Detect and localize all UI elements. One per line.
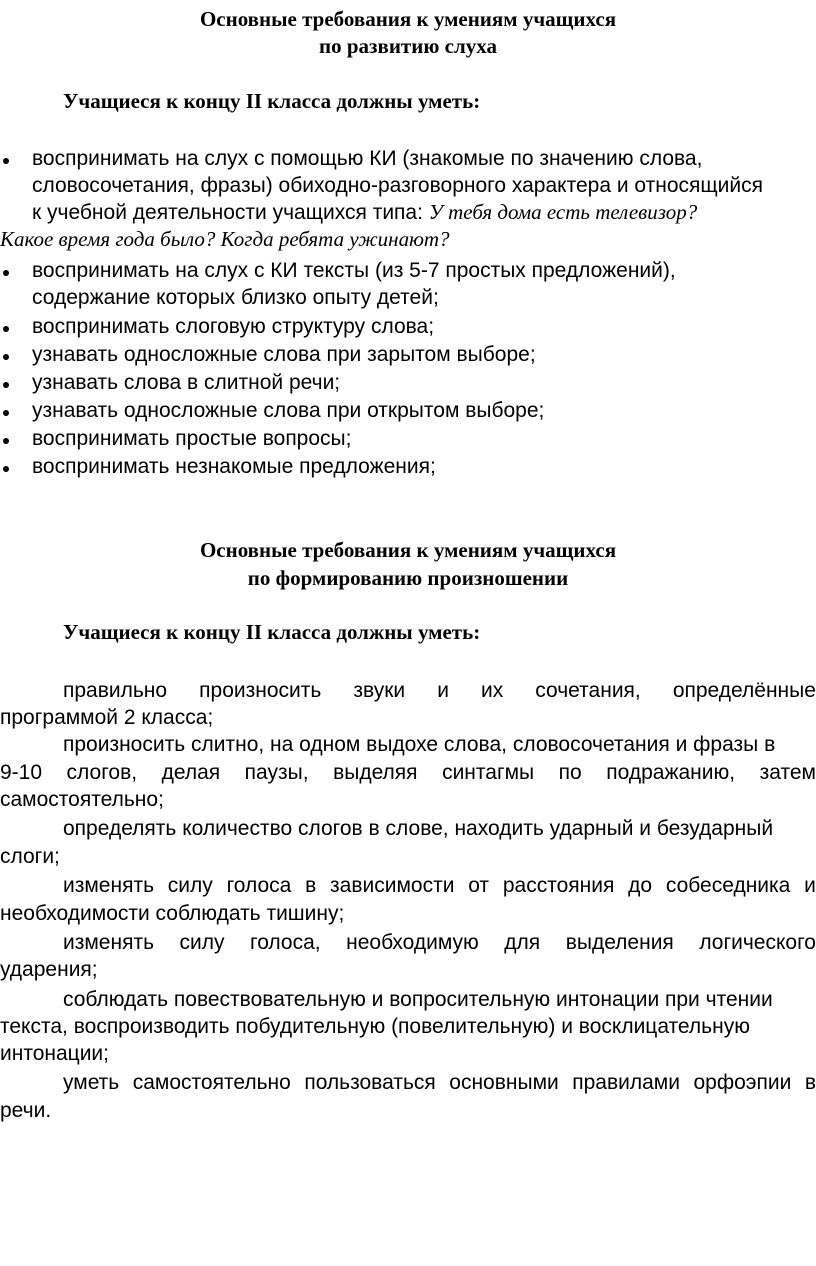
bullet-item-line	[32, 425, 351, 452]
word: силу	[167, 874, 213, 897]
bullet-dot	[3, 270, 9, 276]
section2-title-line1: Основные требования к умениям учащихся	[199, 538, 617, 562]
word: делая	[161, 761, 221, 784]
para6-line1: соблюдать повествовательную и вопросительную интонации при чтении	[63, 988, 773, 1011]
word: от	[468, 874, 490, 897]
para7-line1	[63, 1069, 816, 1096]
para3-line2: слоги;	[0, 845, 60, 868]
para6-line3: интонации;	[0, 1042, 109, 1065]
word: в	[305, 874, 317, 897]
word: расстояния	[502, 874, 615, 897]
word: собеседника	[665, 874, 791, 897]
bullet-item-line	[32, 397, 544, 424]
bullet-item-line	[32, 145, 702, 172]
bullet-item-line	[32, 284, 439, 311]
word: паузы,	[244, 761, 309, 784]
word: силу	[179, 931, 225, 954]
word: изменять	[63, 931, 155, 954]
bullet-dot	[3, 438, 9, 444]
word: пользоваться	[304, 1071, 436, 1094]
word: для	[504, 931, 541, 954]
para4-line2: необходимости соблюдать тишину;	[0, 902, 345, 925]
word: определённые	[672, 679, 816, 702]
section1-title-line1: Основные требования к умениям учащихся	[199, 7, 617, 31]
section2-title-line2: по формированию произношении	[247, 566, 569, 590]
bullet-dot	[3, 158, 9, 164]
word: и	[804, 874, 816, 897]
bullet-item-line	[32, 257, 676, 284]
para5-line1	[63, 929, 816, 956]
bullet-text: воспринимать слоговую структуру слова;	[32, 315, 435, 338]
para2-line2	[0, 759, 816, 786]
word: необходимую	[346, 931, 479, 954]
word: голоса,	[250, 931, 321, 954]
para2-line3: самостоятельно;	[0, 788, 164, 811]
bullet-item-line	[32, 199, 697, 226]
bullet-text: воспринимать на слух с КИ тексты (из 5-7 простых предложений),	[32, 259, 676, 282]
word: изменять	[63, 874, 155, 897]
bullet-dot	[3, 326, 9, 332]
word: выделяя	[333, 761, 418, 784]
para1-line1	[63, 677, 816, 704]
word: правильно	[63, 679, 168, 702]
bullet-text: узнавать односложные слова при открытом выборе;	[32, 399, 545, 422]
word: подражанию,	[606, 761, 736, 784]
word: слогов,	[66, 761, 138, 784]
bullet-item-line	[32, 313, 434, 340]
para3-line1: определять количество слогов в слове, находить ударный и безударный	[63, 817, 774, 840]
bullet-item-line	[32, 369, 340, 396]
bullet-dot	[3, 354, 9, 360]
para6-line2: текста, воспроизводить побудительную (повелительную) и восклицательную	[0, 1015, 750, 1038]
section1-title-line2: по развитию слуха	[319, 34, 497, 58]
word: в	[804, 1071, 816, 1094]
word: выделения	[565, 931, 674, 954]
section2-subhead: Учащиеся к концу II класса должны уметь:	[63, 620, 481, 644]
bullet-text: узнавать слова в слитной речи;	[32, 371, 341, 394]
word: звуки	[353, 679, 406, 702]
example-question: У тебя дома есть телевизор?	[428, 200, 698, 224]
bullet-text: воспринимать незнакомые предложения;	[32, 455, 436, 478]
bullet-text: воспринимать простые вопросы;	[32, 427, 352, 450]
bullet-item-line	[32, 453, 436, 480]
bullet-text: словосочетания, фразы) обиходно-разговорного характера и относящийся	[32, 174, 764, 197]
word: уметь	[63, 1071, 120, 1094]
bullet-dot	[3, 466, 9, 472]
word: основными	[449, 1071, 559, 1094]
para1-line2: программой 2 класса;	[0, 706, 214, 729]
word: зависимости	[330, 874, 455, 897]
bullet-text: воспринимать на слух с помощью КИ (знакомые по значению слова,	[32, 147, 703, 170]
bullet-text: к учебной деятельности учащихся типа:	[32, 201, 429, 224]
word: орфоэпии	[693, 1071, 792, 1094]
bullet-dot	[3, 382, 9, 388]
word: произносить	[199, 679, 322, 702]
word: правилами	[572, 1071, 680, 1094]
word: до	[628, 874, 653, 897]
para2-line1: произносить слитно, на одном выдохе слова, словосочетания и фразы в	[63, 733, 776, 756]
word: 9-10	[0, 761, 43, 784]
bullet-text: узнавать односложные слова при зарытом выборе;	[32, 343, 536, 366]
word: голоса	[226, 874, 292, 897]
word: синтагмы	[442, 761, 535, 784]
example-questions-line: Какое время года было? Когда ребята ужинают?	[0, 227, 450, 251]
bullet-dot	[3, 410, 9, 416]
word: по	[558, 761, 582, 784]
word: самостоятельно	[132, 1071, 291, 1094]
para5-line2: ударения;	[0, 958, 98, 981]
para4-line1	[63, 872, 816, 899]
bullet-text: содержание которых близко опыту детей;	[32, 286, 439, 309]
word: затем	[759, 761, 816, 784]
word: логического	[699, 931, 816, 954]
word: и	[437, 679, 449, 702]
word: их	[480, 679, 504, 702]
bullet-item-line	[32, 172, 763, 199]
word: сочетания,	[535, 679, 641, 702]
section1-subhead: Учащиеся к концу II класса должны уметь:	[63, 89, 481, 113]
bullet-item-line	[32, 341, 536, 368]
para7-line2: речи.	[0, 1099, 52, 1122]
